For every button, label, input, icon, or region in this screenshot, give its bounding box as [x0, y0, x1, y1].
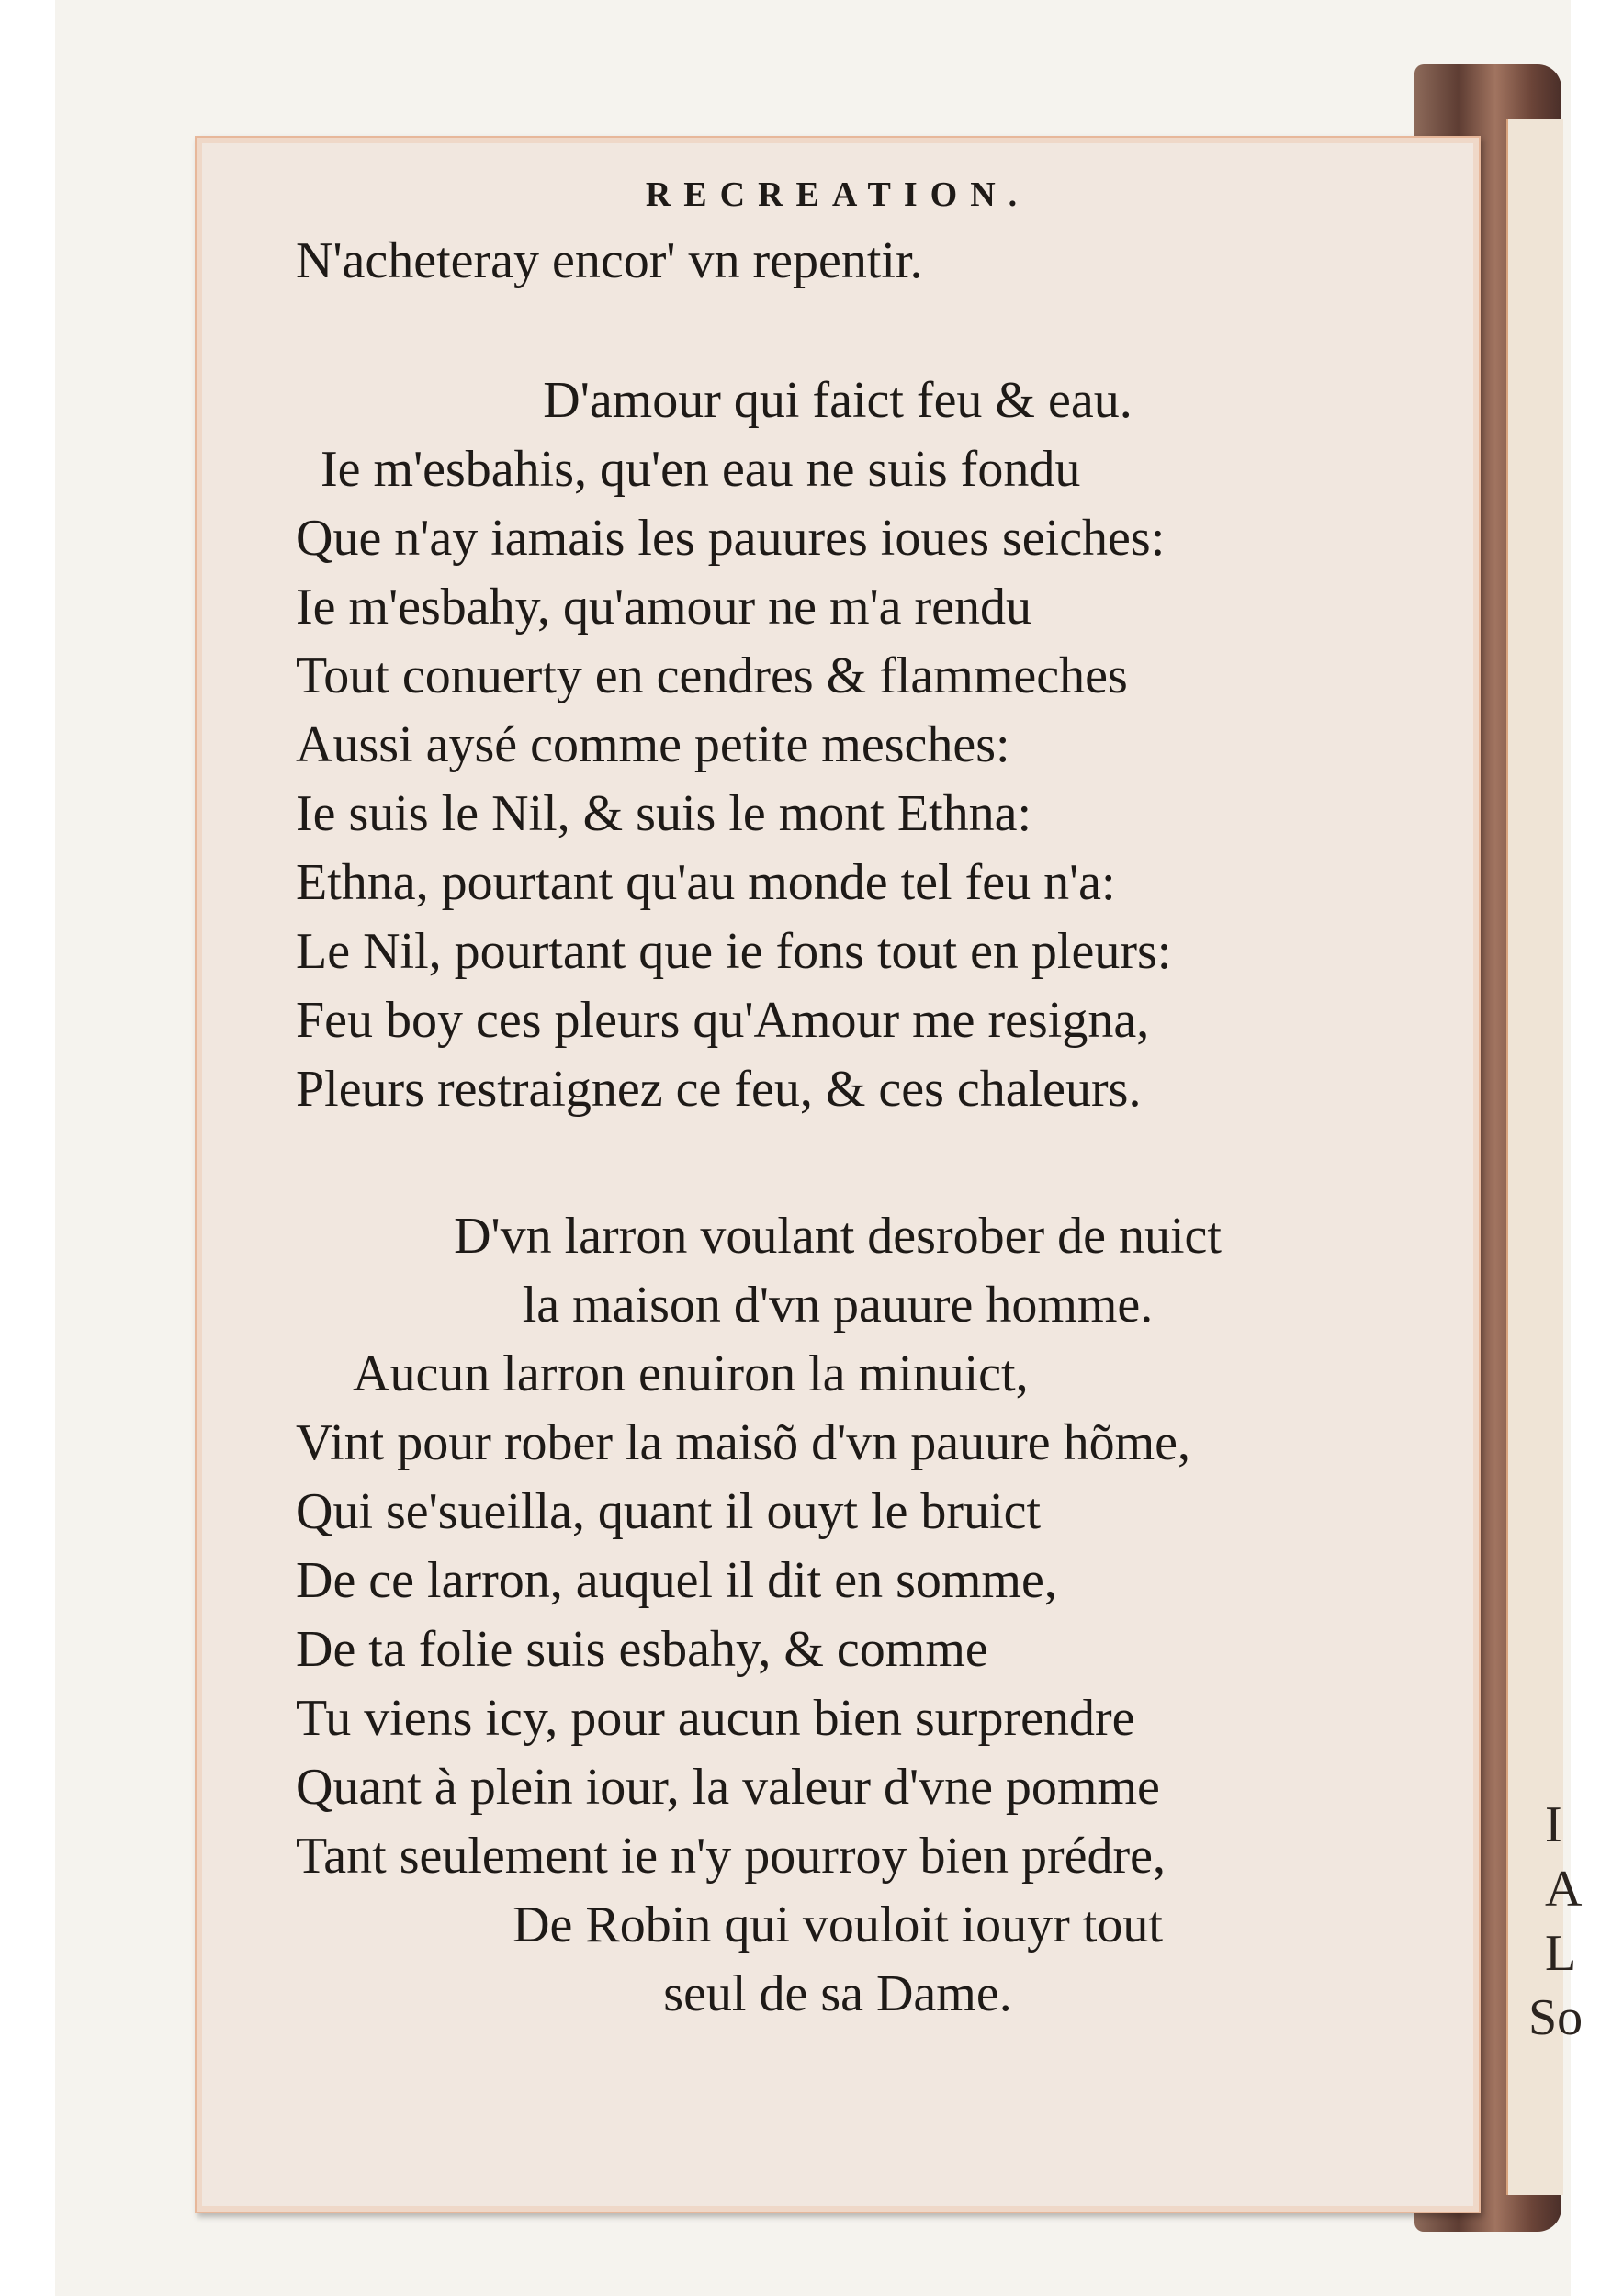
verse-line: Pleurs restraignez ce feu, & ces chaleurs.	[296, 1061, 1142, 1118]
facing-page-fragment: L	[1545, 1925, 1577, 1982]
verse-line: Qui se'sueilla, quant il ouyt le bruict	[296, 1483, 1042, 1540]
verse-line: De ta folie suis esbahy, & comme	[296, 1621, 988, 1678]
facing-page-fragment: I	[1545, 1796, 1562, 1853]
poem-title: seul de sa Dame.	[663, 1965, 1012, 2022]
verse-line: Ie suis le Nil, & suis le mont Ethna:	[296, 785, 1032, 842]
verse-line: Vint pour rober la maisõ d'vn pauure hõme,	[296, 1414, 1191, 1471]
running-header: RECREATION.	[645, 175, 1031, 214]
poem-title: De Robin qui vouloit iouyr tout	[513, 1896, 1163, 1953]
facing-page-fragment: A	[1545, 1861, 1583, 1918]
verse-line: De ce larron, auquel il dit en somme,	[296, 1552, 1057, 1609]
verse-line: Tout conuerty en cendres & flammeches	[296, 647, 1128, 704]
verse-line: Aussi aysé comme petite mesches:	[296, 716, 1010, 773]
book-page	[195, 136, 1481, 2213]
poem-title: D'vn larron voulant desrober de nuict	[454, 1208, 1222, 1265]
poem-title: la maison d'vn pauure homme.	[522, 1277, 1154, 1334]
verse-line: Le Nil, pourtant que ie fons tout en pleurs:	[296, 923, 1172, 980]
verse-line: Ethna, pourtant qu'au monde tel feu n'a:	[296, 854, 1116, 911]
poem-title: D'amour qui faict feu & eau.	[543, 372, 1133, 429]
facing-page-edge	[1506, 119, 1584, 2195]
verse-line: Feu boy ces pleurs qu'Amour me resigna,	[296, 992, 1150, 1049]
verse-line: Ie m'esbahis, qu'en eau ne suis fondu	[321, 441, 1081, 498]
verse-line: Ie m'esbahy, qu'amour ne m'a rendu	[296, 579, 1032, 636]
verse-line: Tu viens icy, pour aucun bien surprendre	[296, 1690, 1135, 1747]
facing-page-fragment: So	[1528, 1989, 1584, 2046]
verse-line: Que n'ay iamais les pauures ioues seiches:	[296, 510, 1166, 567]
verse-line: N'acheteray encor' vn repentir.	[296, 232, 923, 289]
verse-line: Aucun larron enuiron la minuict,	[353, 1345, 1029, 1402]
verse-line: Quant à plein iour, la valeur d'vne pomme	[296, 1759, 1160, 1816]
verse-line: Tant seulement ie n'y pourroy bien prédre,	[296, 1828, 1166, 1885]
